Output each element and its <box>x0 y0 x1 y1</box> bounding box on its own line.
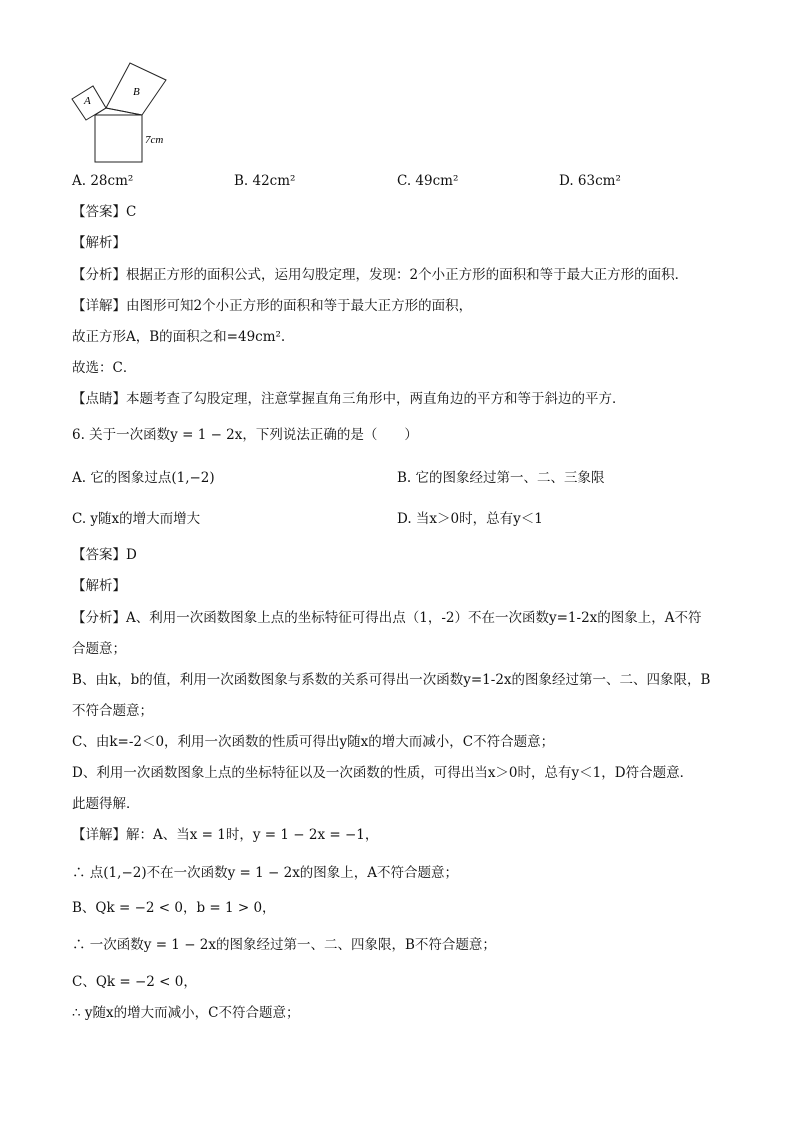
label-b: B <box>133 86 140 98</box>
label-a: A <box>84 95 91 107</box>
q6-analysis-6: D、利用一次函数图象上点的坐标特征以及一次函数的性质，可得出当x＞0时，总有y＜1，D符合题意． <box>72 765 694 781</box>
q5-option-c: C. 49cm² <box>397 173 459 189</box>
q6-detail-2: ∴ 点(1,−2)不在一次函数y = 1 − 2x的图象上，A不符合题意； <box>72 865 459 881</box>
q6-option-d: D. 当x＞0时，总有y＜1 <box>397 511 543 527</box>
q6-answer: 【答案】D <box>72 547 137 563</box>
q6-option-a: A. 它的图象过点(1,−2) <box>72 470 215 486</box>
q5-option-d: D. 63cm² <box>559 173 621 189</box>
q6-option-c: C. y随x的增大而增大 <box>72 511 201 527</box>
q6-detail-6: ∴ y随x的增大而减小，C不符合题意； <box>72 1005 300 1021</box>
q6-detail-5: C、Qk = −2 < 0， <box>72 974 197 990</box>
q5-detail-1: 【详解】由图形可知2个小正方形的面积和等于最大正方形的面积， <box>72 298 473 314</box>
q5-analysis: 【分析】根据正方形的面积公式，运用勾股定理，发现：2个小正方形的面积和等于最大正方形的面积． <box>72 267 689 283</box>
pythagoras-figure <box>70 58 190 168</box>
q5-choose: 故选：C． <box>72 360 137 376</box>
q6-analysis-3: B、由k，b的值，利用一次函数图象与系数的关系可得出一次函数y=1-2x的图象经过第一、二、四象限，B <box>72 672 711 688</box>
q6-detail-1: 【详解】解：A、当x = 1时，y = 1 − 2x = −1， <box>72 827 379 843</box>
q6-analysis-2: 合题意； <box>72 641 126 657</box>
triangle-edge <box>95 108 142 115</box>
q6-analysis-5: C、由k=-2＜0，利用一次函数的性质可得出y随x的增大而减小，C不符合题意； <box>72 734 555 750</box>
q5-option-b: B. 42cm² <box>234 173 296 189</box>
q5-detail-2: 故正方形A，B的面积之和=49cm². <box>72 329 286 345</box>
q6-analysis-heading: 【解析】 <box>72 578 126 594</box>
q6-option-b: B. 它的图象经过第一、二、三象限 <box>397 470 605 486</box>
label-side-length: 7cm <box>145 134 164 146</box>
q6-detail-4: ∴ 一次函数y = 1 − 2x的图象经过第一、二、四象限，B不符合题意； <box>72 937 496 953</box>
q6-analysis-4: 不符合题意； <box>72 703 153 719</box>
q6-analysis-1: 【分析】A、利用一次函数图象上点的坐标特征可得出点（1，-2）不在一次函数y=1-2x的图象上，A不符 <box>72 610 702 626</box>
q6-stem: 6. 关于一次函数y = 1 − 2x，下列说法正确的是（ ） <box>72 427 418 443</box>
q6-analysis-7: 此题得解． <box>72 796 140 812</box>
q5-analysis-heading: 【解析】 <box>72 235 126 251</box>
q5-option-a: A. 28cm² <box>72 173 134 189</box>
q5-comment: 【点睛】本题考查了勾股定理，注意掌握直角三角形中，两直角边的平方和等于斜边的平方． <box>72 391 626 407</box>
large-square <box>95 115 142 162</box>
q5-answer: 【答案】C <box>72 204 137 220</box>
q6-detail-3: B、Qk = −2 < 0，b = 1 > 0， <box>72 900 276 916</box>
